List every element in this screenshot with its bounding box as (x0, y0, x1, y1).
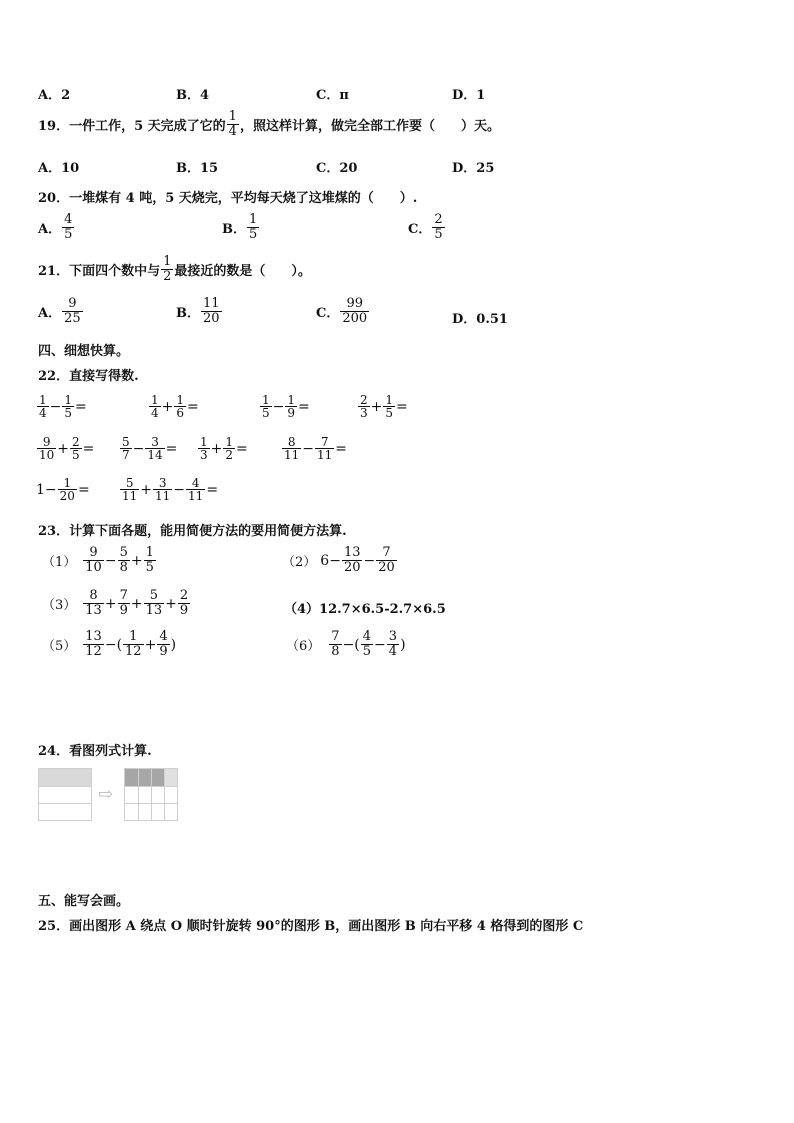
q21-option-b: B． $\frac{11}{20}$ (176, 296, 220, 326)
q23-problem-4: （4）12.7×6.5-2.7×6.5 (284, 602, 446, 617)
q20-option-b: B． $\frac{1}{5}$ (222, 212, 258, 242)
q21-option-a: A． $\frac{9}{25}$ (38, 296, 81, 326)
q22-item-6: $\frac{5}{7}$ − $\frac{3}{14}$ = (122, 435, 178, 462)
q21-option-d: D．0.51 (452, 312, 508, 327)
q19-text-before: 19．一件工作，5 天完成了它的 (38, 119, 226, 134)
q23-problem-5: （5） $\frac{13}{12}$ − ( $\frac{1}{12}$ + $\frac{4}{9}$ ) (42, 629, 177, 659)
q22-item-7: $\frac{1}{3}$ + $\frac{1}{2}$ = (200, 435, 248, 462)
q19-option-a: A．10 (38, 161, 80, 176)
q18-option-d: D．1 (452, 88, 486, 103)
q22-title: 22．直接写得数. (38, 369, 139, 384)
q23-problem-6: （6） $\frac{7}{8}$ − ( $\frac{4}{5}$ − $\frac{3}{4}$ ) (286, 629, 406, 659)
q23-problem-2: （2） 6 − $\frac{13}{20}$ − $\frac{7}{20}$ (282, 545, 395, 575)
section-5-heading: 五、能写会画。 (38, 894, 130, 909)
q22-item-3: $\frac{1}{5}$ − $\frac{1}{9}$ = (262, 393, 310, 420)
q22-item-5: $\frac{9}{10}$ + $\frac{2}{5}$ = (39, 435, 95, 462)
q19-question (38, 110, 500, 139)
q21-question: 21．下面四个数中与 $\frac{1}{2}$ 最接近的数是（ ）。 (38, 254, 311, 284)
q19-option-c: C．20 (316, 161, 358, 176)
q20-option-c: C． $\frac{2}{5}$ (408, 212, 443, 242)
q19-option-d: D．25 (452, 161, 495, 176)
q20-option-a: A． $\frac{4}{5}$ (38, 212, 73, 242)
q22-item-4: $\frac{2}{3}$ + $\frac{1}{5}$ = (360, 393, 408, 420)
q21-option-c: C． $\frac{99}{200}$ (316, 296, 368, 326)
q23-title: 23．计算下面各题，能用简便方法的要用简便方法算. (38, 524, 347, 539)
q22-item-2: $\frac{1}{4}$ + $\frac{1}{6}$ = (151, 393, 199, 420)
q22-item-8: $\frac{8}{11}$ − $\frac{7}{11}$ = (284, 435, 348, 462)
q18-option-c: C．π (316, 88, 349, 103)
q24-title: 24．看图列式计算. (38, 744, 152, 759)
section-4-heading: 四、细想快算。 (38, 344, 130, 359)
arrow-right-icon: ⇨ (98, 784, 114, 805)
q19-option-b: B．15 (176, 161, 219, 176)
q24-figure-right (124, 768, 178, 821)
q22-item-10: $\frac{5}{11}$ + $\frac{3}{11}$ − $\frac{4}{11}$ = (122, 476, 219, 503)
q22-item-1: $\frac{1}{4}$ − $\frac{1}{5}$ = (39, 393, 87, 420)
q22-item-9: 1 − $\frac{1}{20}$ = (36, 476, 90, 503)
q23-problem-1: （1） $\frac{9}{10}$ − $\frac{5}{8}$ + $\frac{1}{5}$ (42, 545, 154, 575)
q18-option-b: B．4 (176, 88, 210, 103)
q25-title: 25．画出图形 A 绕点 O 顺时针旋转 90°的图形 B，画出图形 B 向右平移 4 格得到的图形 C (38, 919, 584, 934)
q24-figure-left (38, 768, 92, 821)
q19-fraction: $\frac{1}{4}$ (228, 109, 237, 139)
q23-problem-3: （3） $\frac{8}{13}$ + $\frac{7}{9}$ + $\frac{5}{13}$ + $\frac{2}{9}$ (42, 588, 189, 618)
q18-option-a: A．2 (38, 88, 71, 103)
q20-question: 20．一堆煤有 4 吨，5 天烧完，平均每天烧了这堆煤的（ ）. (38, 191, 418, 206)
q19-text-after: ，照这样计算，做完全部工作要（ ）天。 (239, 119, 500, 134)
